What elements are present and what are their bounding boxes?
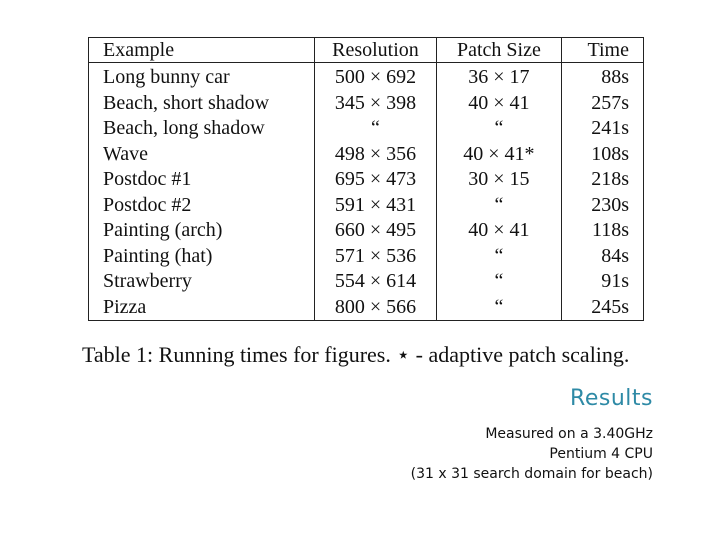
cell-patch-size: “ [436,193,561,219]
table-row [89,63,644,91]
table-row [89,91,644,117]
cell-patch-size: 36 × 17 [436,63,561,91]
section-title: Results [570,386,653,411]
cell-time: 84s [562,244,644,270]
note-line: Pentium 4 CPU [549,446,653,462]
cell-resolution: 695 × 473 [315,167,437,193]
table-row [89,218,644,244]
cell-resolution: “ [315,116,437,142]
cell-time: 241s [562,116,644,142]
table-body [89,63,644,321]
cell-resolution: 345 × 398 [315,91,437,117]
header-example: Example [89,38,315,63]
notes-block [411,424,653,484]
cell-resolution: 800 × 566 [315,295,437,321]
table-row [89,244,644,270]
cell-patch-size: “ [436,244,561,270]
cell-resolution: 660 × 495 [315,218,437,244]
cell-time: 88s [562,63,644,91]
header-time: Time [562,38,644,63]
table-row [89,295,644,321]
header-patch-size: Patch Size [436,38,561,63]
cell-time: 245s [562,295,644,321]
cell-example: Pizza [89,295,315,321]
cell-example: Painting (arch) [89,218,315,244]
table-row [89,193,644,219]
cell-example: Postdoc #1 [89,167,315,193]
cell-resolution: 498 × 356 [315,142,437,168]
header-resolution: Resolution [315,38,437,63]
running-times-table-container [88,37,644,322]
cell-example: Beach, long shadow [89,116,315,142]
cell-time: 230s [562,193,644,219]
cell-example: Painting (hat) [89,244,315,270]
cell-resolution: 554 × 614 [315,269,437,295]
table-header-row [89,38,644,63]
cell-patch-size: 40 × 41* [436,142,561,168]
cell-time: 108s [562,142,644,168]
table-row [89,142,644,168]
cell-time: 257s [562,91,644,117]
cell-patch-size: 40 × 41 [436,218,561,244]
cell-time: 218s [562,167,644,193]
table-row [89,167,644,193]
cell-resolution: 591 × 431 [315,193,437,219]
table-caption: Table 1: Running times for figures. ⋆ - adaptive patch scaling. [82,342,630,367]
table-row [89,116,644,142]
cell-example: Wave [89,142,315,168]
cell-time: 91s [562,269,644,295]
cell-resolution: 571 × 536 [315,244,437,270]
cell-patch-size: 30 × 15 [436,167,561,193]
cell-time: 118s [562,218,644,244]
running-times-table [88,37,644,321]
note-line: Measured on a 3.40GHz [485,426,653,442]
cell-patch-size: “ [436,295,561,321]
cell-example: Long bunny car [89,63,315,91]
cell-resolution: 500 × 692 [315,63,437,91]
cell-patch-size: 40 × 41 [436,91,561,117]
cell-patch-size: “ [436,116,561,142]
cell-example: Beach, short shadow [89,91,315,117]
note-line: (31 x 31 search domain for beach) [410,466,653,482]
cell-patch-size: “ [436,269,561,295]
cell-example: Strawberry [89,269,315,295]
table-row [89,269,644,295]
cell-example: Postdoc #2 [89,193,315,219]
